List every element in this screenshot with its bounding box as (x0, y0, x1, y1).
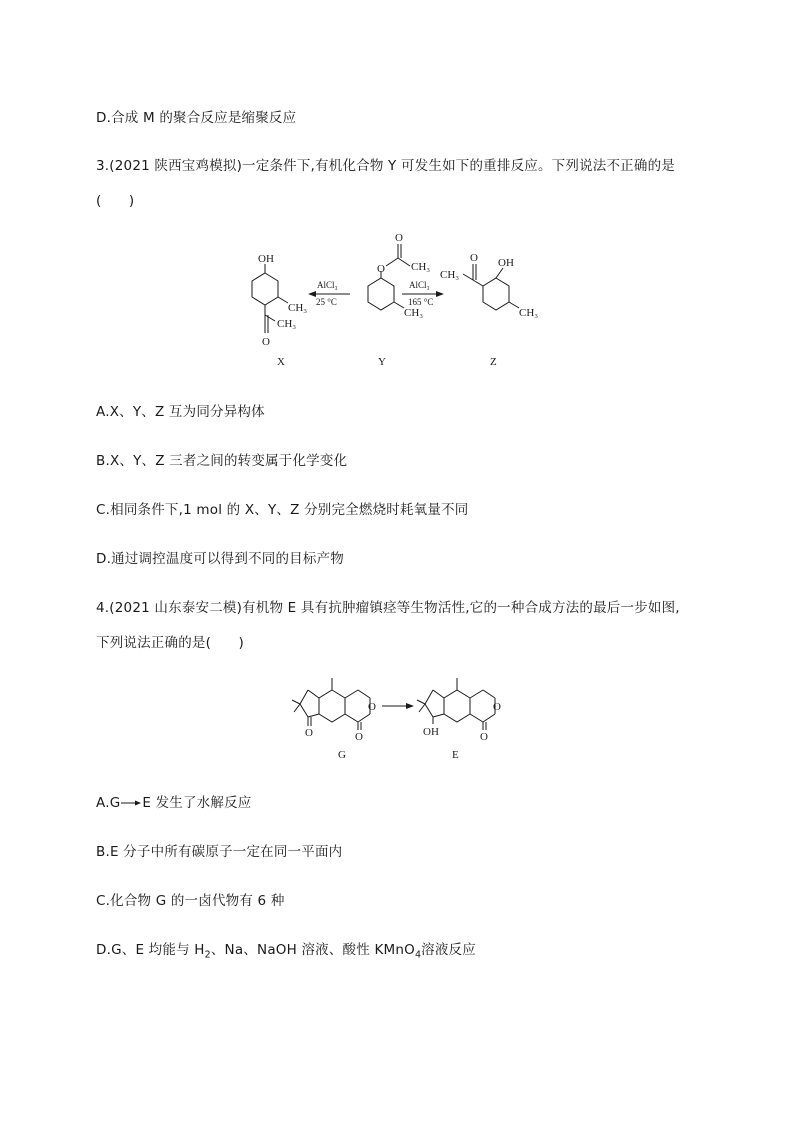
x-carbonyl-o-label: O (262, 336, 270, 348)
e-oh-label: OH (423, 726, 439, 738)
q4-reaction-figure (290, 670, 510, 765)
q3-reaction-scheme (228, 228, 568, 378)
q3-stem: 3.(2021 陕西宝鸡模拟)一定条件下,有机化合物 Y 可发生如下的重排反应。下列说法不正确的是 (96, 158, 675, 174)
right-reagent: AlCl₃ (409, 280, 430, 290)
prev-option-d: D.合成 M 的聚合反应是缩聚反应 (96, 110, 297, 126)
z-oh-label: OH (498, 257, 514, 269)
q3-reaction-figure (228, 228, 568, 378)
q4-stem: 4.(2021 山东泰安二模)有机物 E 具有抗肿瘤镇痉等生物活性,它的一种合成方法的最后一步如图, (96, 600, 680, 616)
q4-option-d-part1: D.G、E 均能与 H (96, 942, 205, 958)
q4-option-a-suffix: E 发生了水解反应 (142, 795, 252, 811)
z-benzene-ring (483, 278, 509, 310)
q3-option-b: B.X、Y、Z 三者之间的转变属于化学变化 (96, 453, 348, 469)
q4-option-a-prefix: A.G (96, 795, 121, 811)
q4-option-d-part3: 溶液反应 (421, 942, 476, 958)
label-y: Y (378, 356, 386, 368)
x-oh-label: OH (258, 253, 274, 265)
label-e: E (452, 749, 459, 761)
kmno4-subscript: 4 (414, 949, 422, 961)
y-benzene-ring (368, 278, 394, 310)
y-ester-o-label: O (377, 263, 385, 275)
e-ring-o-label: O (493, 701, 501, 713)
g-benzene-ring (319, 690, 345, 722)
label-z: Z (490, 356, 497, 368)
q4-option-d-part2: 、Na、NaOH 溶液、酸性 KMnO (210, 942, 415, 958)
x-acetyl-ch3-label: CH₃ (277, 318, 297, 330)
x-benzene-ring (252, 273, 278, 305)
left-reagent: AlCl₃ (317, 280, 338, 290)
z-carbonyl-o-label: O (470, 252, 478, 264)
q4-option-b: B.E 分子中所有碳原子一定在同一平面内 (96, 844, 343, 860)
reaction-arrow-icon (120, 798, 142, 808)
q4-option-c: C.化合物 G 的一卤代物有 6 种 (96, 893, 285, 909)
g-lactone-o-label: O (355, 731, 363, 743)
q3-option-a: A.X、Y、Z 互为同分异构体 (96, 404, 265, 420)
label-x: X (277, 356, 285, 368)
h2-subscript: 2 (204, 949, 211, 961)
q3-option-d: D.通过调控温度可以得到不同的目标产物 (96, 551, 344, 567)
right-condition: 165 °C (408, 297, 434, 307)
q4-reaction-scheme (290, 670, 510, 765)
e-benzene-ring (444, 690, 470, 722)
g-ring-o-label: O (368, 701, 376, 713)
q4-stem-continued: 下列说法正确的是( ) (96, 635, 244, 651)
z-acetyl-ch3-label: CH₃ (440, 269, 460, 281)
z-ch3-label: CH₃ (519, 307, 539, 319)
y-carbonyl-o-label: O (395, 232, 403, 244)
e-lactone-o-label: O (480, 731, 488, 743)
q3-option-c: C.相同条件下,1 mol 的 X、Y、Z 分别完全燃烧时耗氧量不同 (96, 502, 469, 518)
q3-answer-blank: ( ) (96, 193, 135, 209)
y-acetyl-ch3-label: CH₃ (411, 261, 431, 273)
q4-option-a (96, 791, 251, 811)
g-ketone-o-label: O (305, 727, 313, 739)
x-ch3-label: CH₃ (288, 302, 308, 314)
q4-option-d (96, 938, 476, 961)
y-ch3-label: CH₃ (404, 307, 424, 319)
left-condition: 25 °C (316, 297, 337, 307)
label-g: G (338, 749, 346, 761)
